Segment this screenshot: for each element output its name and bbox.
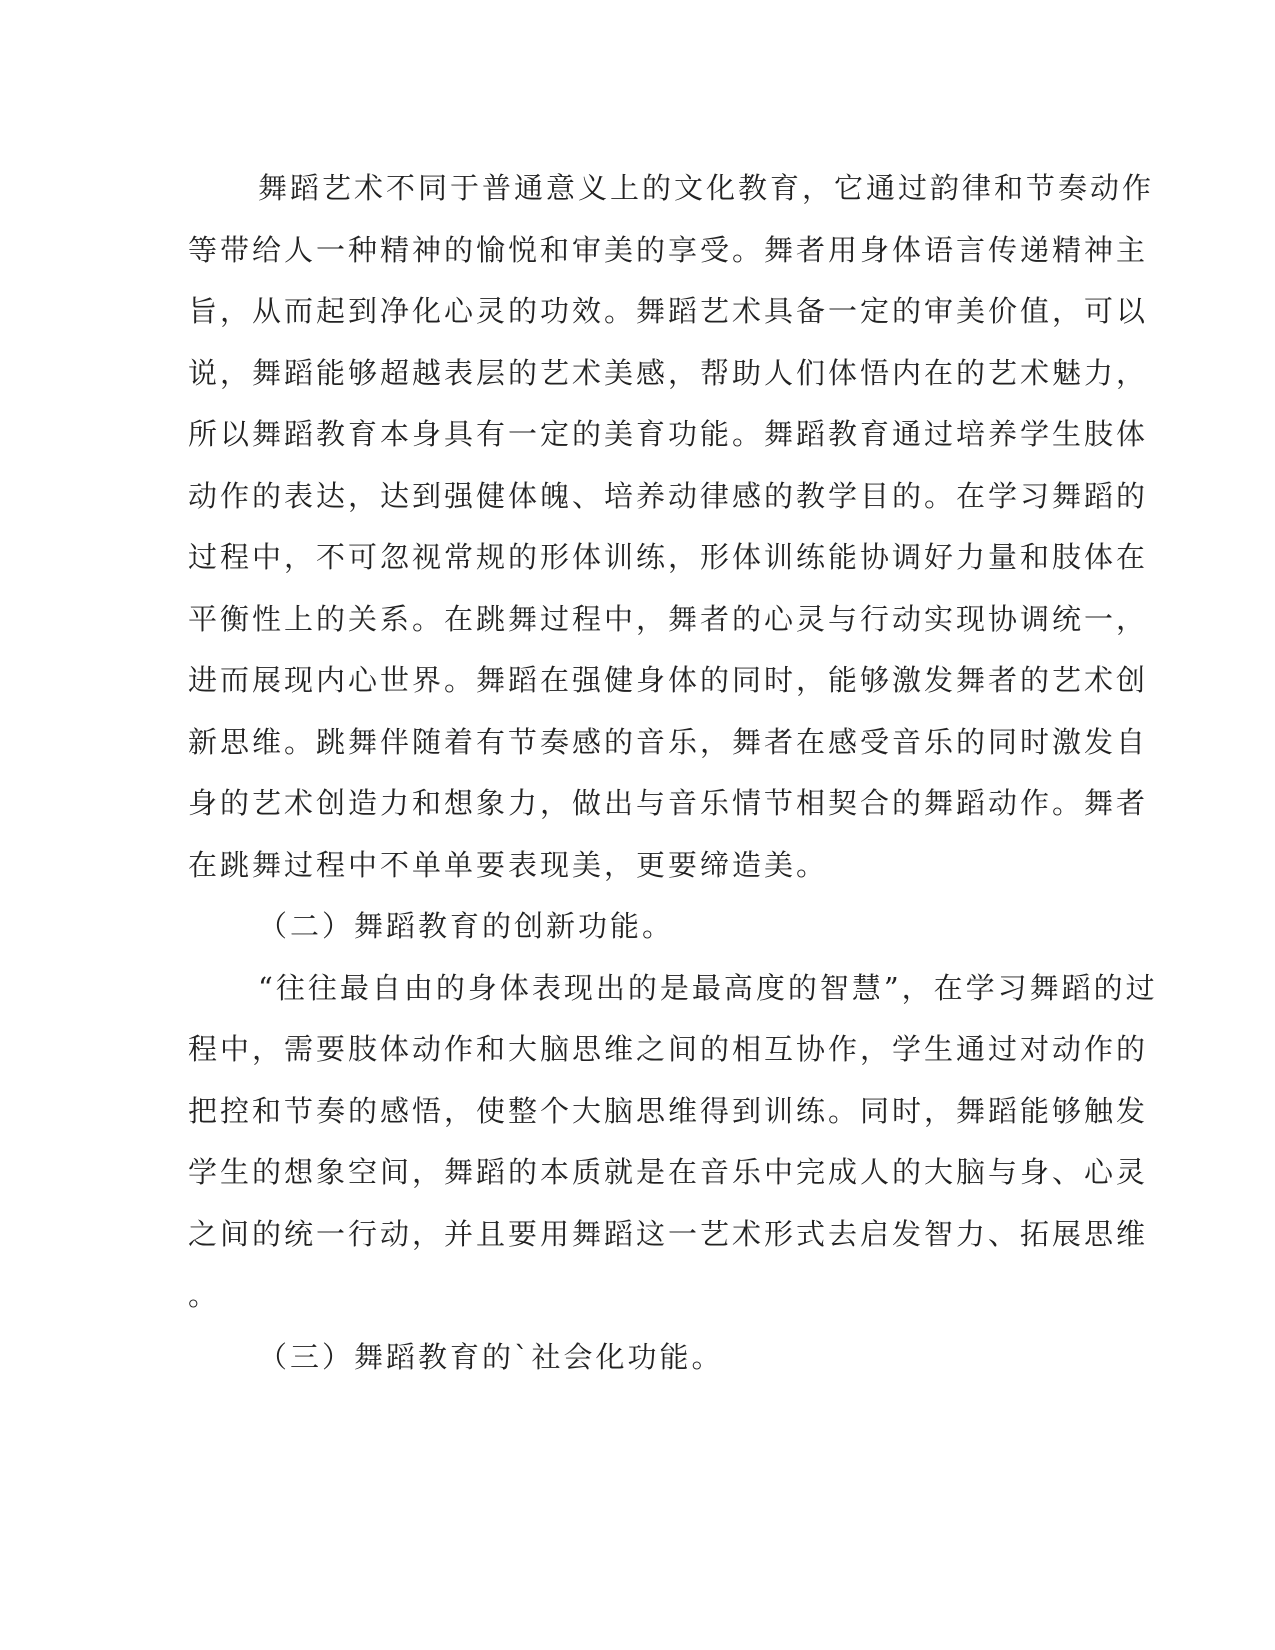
paragraph-line: 把控和节奏的感悟，使整个大脑思维得到训练。同时，舞蹈能够触发 bbox=[188, 1093, 1149, 1128]
paragraph-aesthetic-function bbox=[188, 158, 1155, 896]
paragraph-line: 身的艺术创造力和想象力，做出与音乐情节相契合的舞蹈动作。舞者 bbox=[188, 786, 1149, 820]
paragraph-line: 之间的统一行动，并且要用舞蹈这一艺术形式去启发智力、拓展思维 bbox=[188, 1216, 1149, 1251]
paragraph-line: 进而展现内心世界。舞蹈在强健身体的同时，能够激发舞者的艺术创 bbox=[188, 663, 1149, 697]
paragraph-innovation-function bbox=[188, 958, 1158, 1327]
paragraph-line: 平衡性上的关系。在跳舞过程中，舞者的心灵与行动实现协调统一， bbox=[188, 601, 1149, 636]
paragraph-line: 旨，从而起到净化心灵的功效。舞蹈艺术具备一定的审美价值，可以 bbox=[188, 294, 1149, 328]
paragraph-line: 说，舞蹈能够超越表层的艺术美感，帮助人们体悟内在的艺术魅力， bbox=[188, 355, 1149, 390]
paragraph-line: 动作的表达，达到强健体魄、培养动律感的教学目的。在学习舞蹈的 bbox=[188, 478, 1149, 513]
section-heading-innovation: （二）舞蹈教育的创新功能。 bbox=[258, 909, 675, 943]
paragraph-line: 所以舞蹈教育本身具有一定的美育功能。舞蹈教育通过培养学生肢体 bbox=[188, 417, 1149, 451]
paragraph-line: 舞蹈艺术不同于普通意义上的文化教育，它通过韵律和节奏动作 bbox=[258, 171, 1155, 205]
paragraph-line: 在跳舞过程中不单单要表现美，更要缔造美。 bbox=[188, 847, 829, 882]
paragraph-line: “往往最自由的身体表现出的是最高度的智慧”，在学习舞蹈的过 bbox=[258, 970, 1158, 1005]
paragraph-line: 。 bbox=[188, 1278, 221, 1312]
section-heading-socialization: （三）舞蹈教育的`社会化功能。 bbox=[258, 1339, 724, 1374]
paragraph-line: 等带给人一种精神的愉悦和审美的享受。舞者用身体语言传递精神主 bbox=[188, 232, 1149, 267]
document-body bbox=[188, 158, 1158, 1388]
paragraph-line: 新思维。跳舞伴随着有节奏感的音乐，舞者在感受音乐的同时激发自 bbox=[188, 724, 1149, 759]
paragraph-line: 程中，需要肢体动作和大脑思维之间的相互协作，学生通过对动作的 bbox=[188, 1032, 1149, 1066]
paragraph-line: 学生的想象空间，舞蹈的本质就是在音乐中完成人的大脑与身、心灵 bbox=[188, 1155, 1149, 1189]
paragraph-line: 过程中，不可忽视常规的形体训练，形体训练能协调好力量和肢体在 bbox=[188, 540, 1149, 574]
